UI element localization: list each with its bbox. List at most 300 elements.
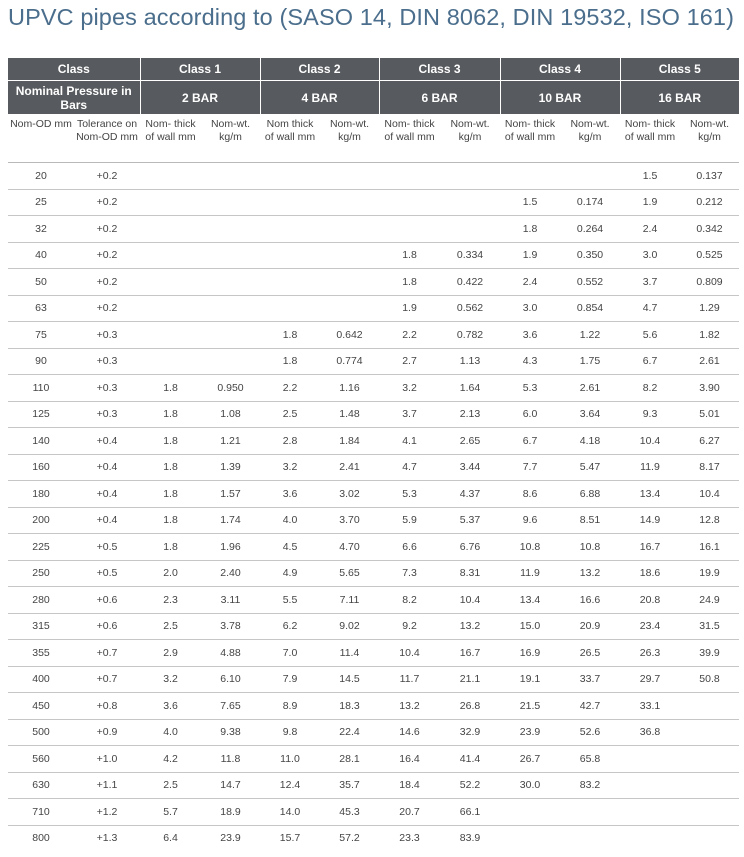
cell-class4-weight <box>560 799 620 826</box>
cell-class4-thickness: 13.4 <box>500 587 560 614</box>
cell-class4-weight: 0.854 <box>560 295 620 322</box>
cell-class3-thickness: 3.2 <box>379 375 440 402</box>
table-row <box>8 640 739 667</box>
cell-class2-thickness <box>260 242 320 269</box>
cell-class5-weight: 1.29 <box>680 295 739 322</box>
cell-class2-thickness <box>260 216 320 243</box>
cell-class4-weight: 26.5 <box>560 640 620 667</box>
cell-class5-weight <box>680 772 739 799</box>
cell-nom-od: 560 <box>8 746 74 773</box>
table-row <box>8 189 739 216</box>
cell-class1-weight <box>201 295 260 322</box>
cell-class2-weight: 7.11 <box>320 587 379 614</box>
cell-class4-weight: 20.9 <box>560 613 620 640</box>
table-row <box>8 454 739 481</box>
cell-nom-od: 20 <box>8 163 74 190</box>
cell-class1-thickness: 2.0 <box>140 560 201 587</box>
cell-class1-thickness: 4.0 <box>140 719 201 746</box>
cell-class2-weight: 28.1 <box>320 746 379 773</box>
cell-class1-thickness <box>140 348 201 375</box>
cell-class1-weight: 4.88 <box>201 640 260 667</box>
cell-class5-weight: 0.137 <box>680 163 739 190</box>
cell-class5-thickness <box>620 799 680 826</box>
cell-class4-weight: 8.51 <box>560 507 620 534</box>
cell-class2-thickness: 6.2 <box>260 613 320 640</box>
cell-nom-od: 125 <box>8 401 74 428</box>
cell-class4-weight: 0.552 <box>560 269 620 296</box>
cell-class1-weight: 23.9 <box>220 832 241 845</box>
cell-class3-thickness: 4.1 <box>379 428 440 455</box>
cell-class1-thickness <box>140 295 201 322</box>
cell-class3-thickness: 2.7 <box>379 348 440 375</box>
cell-class4-thickness: 7.7 <box>500 454 560 481</box>
cell-class1-thickness: 4.2 <box>140 746 201 773</box>
cell-class3-weight: 5.37 <box>440 507 500 534</box>
cell-class2-thickness: 4.9 <box>260 560 320 587</box>
cell-class2-thickness: 14.0 <box>260 799 320 826</box>
cell-class3-weight: 83.9 <box>459 832 481 845</box>
cell-class1-thickness: 3.6 <box>140 693 201 720</box>
cell-tolerance: +0.7 <box>74 666 140 693</box>
cell-class5-thickness: 16.7 <box>620 534 680 561</box>
cell-nom-od: 140 <box>8 428 74 455</box>
cell-class3-weight <box>440 163 500 190</box>
cell-class1-weight <box>201 322 260 349</box>
cell-class4-weight: 0.174 <box>560 189 620 216</box>
cell-class1-weight: 14.7 <box>201 772 260 799</box>
cell-class5-thickness: 26.3 <box>620 640 680 667</box>
cell-class2-thickness <box>260 163 320 190</box>
cell-class1-thickness <box>140 269 201 296</box>
cell-class3-weight: 10.4 <box>440 587 500 614</box>
cell-nom-od: 450 <box>8 693 74 720</box>
cell-class2-thickness: 2.2 <box>260 375 320 402</box>
cell-class4-weight: 10.8 <box>560 534 620 561</box>
cell-tolerance: +1.0 <box>74 746 140 773</box>
cell-class1-thickness: 1.8 <box>140 454 201 481</box>
cell-class5-weight <box>680 746 739 773</box>
cell-class2-thickness: 4.0 <box>260 507 320 534</box>
cell-tolerance: +0.5 <box>74 534 140 561</box>
cell-tolerance: +0.2 <box>74 295 140 322</box>
cell-class5-thickness: 36.8 <box>620 719 680 746</box>
cell-class1-weight: 0.950 <box>201 375 260 402</box>
cell-class5-weight: 0.809 <box>680 269 739 296</box>
cell-class3-thickness: 10.4 <box>379 640 440 667</box>
table-row <box>8 666 739 693</box>
cell-nom-od: 32 <box>8 216 74 243</box>
pressure-class-5: 16 BAR <box>620 81 739 115</box>
cell-class1-thickness <box>140 189 201 216</box>
cell-class5-thickness: 29.7 <box>620 666 680 693</box>
cell-class1-thickness <box>140 242 201 269</box>
cell-class1-thickness <box>140 163 201 190</box>
cell-class5-thickness: 8.2 <box>620 375 680 402</box>
pressure-header-row <box>8 81 739 115</box>
cell-class5-thickness: 6.7 <box>620 348 680 375</box>
pressure-class-1: 2 BAR <box>140 81 260 115</box>
cell-class2-weight <box>320 269 379 296</box>
cell-class5-thickness: 5.6 <box>620 322 680 349</box>
cell-class2-thickness: 2.5 <box>260 401 320 428</box>
cell-class3-thickness: 20.7 <box>379 799 440 826</box>
cell-class3-weight: 66.1 <box>440 799 500 826</box>
cell-class3-thickness: 5.9 <box>379 507 440 534</box>
cell-class1-weight <box>201 269 260 296</box>
cell-class3-weight: 1.64 <box>440 375 500 402</box>
col-class5-thickness: Nom- thick of wall mm <box>620 114 680 163</box>
cell-nom-od: 630 <box>8 772 74 799</box>
cell-class4-thickness: 3.0 <box>500 295 560 322</box>
cell-class5-weight: 0.342 <box>680 216 739 243</box>
cell-class3-thickness: 7.3 <box>379 560 440 587</box>
cell-class3-thickness: 6.6 <box>379 534 440 561</box>
cell-nom-od: 50 <box>8 269 74 296</box>
cell-class3-weight: 0.562 <box>440 295 500 322</box>
cell-tolerance: +1.2 <box>74 799 140 826</box>
pressure-class-3: 6 BAR <box>379 81 500 115</box>
cell-class4-thickness <box>500 825 560 851</box>
cell-class2-weight: 45.3 <box>320 799 379 826</box>
cell-class2-thickness: 4.5 <box>260 534 320 561</box>
cell-nom-od: 180 <box>8 481 74 508</box>
cell-class1-weight: 1.08 <box>201 401 260 428</box>
cell-class2-thickness: 3.6 <box>260 481 320 508</box>
cell-class1-thickness: 1.8 <box>140 507 201 534</box>
col-class2-thickness: Nom thick of wall mm <box>260 114 320 163</box>
col-class3-thickness: Nom- thick of wall mm <box>379 114 440 163</box>
cell-class5-weight: 19.9 <box>680 560 739 587</box>
cell-tolerance: +0.8 <box>74 693 140 720</box>
cell-class3-weight: 52.2 <box>440 772 500 799</box>
cell-tolerance: +1.3 <box>96 832 118 845</box>
cell-class4-weight: 1.75 <box>560 348 620 375</box>
cell-class4-weight: 6.88 <box>560 481 620 508</box>
cell-class3-thickness <box>379 163 440 190</box>
cell-class1-thickness: 2.3 <box>140 587 201 614</box>
cell-class3-thickness: 9.2 <box>379 613 440 640</box>
cell-class4-thickness: 15.0 <box>500 613 560 640</box>
cell-tolerance: +1.1 <box>74 772 140 799</box>
cell-class1-weight: 18.9 <box>201 799 260 826</box>
cell-tolerance: +0.2 <box>74 269 140 296</box>
table-row <box>8 401 739 428</box>
cell-class1-thickness: 1.8 <box>140 401 201 428</box>
cell-class1-weight: 1.57 <box>201 481 260 508</box>
cell-class3-weight: 0.334 <box>440 242 500 269</box>
cell-class1-thickness: 5.7 <box>140 799 201 826</box>
cell-class2-weight: 1.16 <box>320 375 379 402</box>
cell-nom-od: 280 <box>8 587 74 614</box>
class-1-header: Class 1 <box>140 58 260 81</box>
page-title: UPVC pipes according to (SASO 14, DIN 8062, DIN 19532, ISO 161) <box>8 4 735 30</box>
cell-class5-thickness: 9.3 <box>620 401 680 428</box>
cell-class1-thickness <box>140 322 201 349</box>
cell-class2-weight <box>320 189 379 216</box>
table-row <box>8 772 739 799</box>
cell-class3-weight: 1.13 <box>440 348 500 375</box>
table-row <box>8 693 739 720</box>
cell-class3-thickness: 4.7 <box>379 454 440 481</box>
cell-class4-weight: 4.18 <box>560 428 620 455</box>
pipe-spec-table <box>8 58 739 851</box>
cell-class5-weight: 0.525 <box>680 242 739 269</box>
cell-class1-weight: 1.39 <box>201 454 260 481</box>
cell-class1-thickness: 1.8 <box>140 534 201 561</box>
cell-class3-thickness: 1.9 <box>379 295 440 322</box>
table-row <box>8 269 739 296</box>
cell-nom-od: 40 <box>8 242 74 269</box>
cell-class3-weight: 41.4 <box>440 746 500 773</box>
cell-class5-thickness: 20.8 <box>620 587 680 614</box>
cell-class5-weight: 1.82 <box>680 322 739 349</box>
column-header-row <box>8 114 739 163</box>
cell-class3-thickness <box>379 189 440 216</box>
cell-class4-thickness: 1.8 <box>500 216 560 243</box>
cell-class5-weight: 50.8 <box>680 666 739 693</box>
cell-class3-weight: 0.782 <box>440 322 500 349</box>
cell-class1-weight <box>201 242 260 269</box>
cell-nom-od: 355 <box>8 640 74 667</box>
cell-class4-thickness: 5.3 <box>500 375 560 402</box>
cell-class5-thickness <box>620 825 680 851</box>
cell-class3-thickness: 16.4 <box>379 746 440 773</box>
cell-class2-thickness <box>260 295 320 322</box>
cell-class1-thickness: 2.9 <box>140 640 201 667</box>
cell-tolerance: +0.6 <box>74 587 140 614</box>
cell-class5-thickness: 4.7 <box>620 295 680 322</box>
cell-class5-thickness: 2.4 <box>620 216 680 243</box>
cell-tolerance: +0.7 <box>74 640 140 667</box>
cell-class5-thickness: 18.6 <box>620 560 680 587</box>
cell-class2-weight: 0.774 <box>320 348 379 375</box>
cell-class2-thickness: 7.9 <box>260 666 320 693</box>
table-row <box>8 587 739 614</box>
cell-class4-weight: 13.2 <box>560 560 620 587</box>
nominal-pressure-label: Nominal Pressure in Bars <box>8 81 140 115</box>
cell-tolerance: +0.2 <box>74 242 140 269</box>
cell-class4-thickness: 3.6 <box>500 322 560 349</box>
cell-class3-weight: 8.31 <box>440 560 500 587</box>
cell-class1-weight <box>201 348 260 375</box>
cell-class4-thickness: 11.9 <box>500 560 560 587</box>
cell-nom-od: 160 <box>8 454 74 481</box>
cell-class1-thickness: 6.4 <box>163 832 178 845</box>
table-row <box>8 216 739 243</box>
cell-class5-weight <box>680 825 739 851</box>
cell-class1-weight <box>201 189 260 216</box>
cell-tolerance: +0.4 <box>74 428 140 455</box>
cell-class2-thickness: 9.8 <box>260 719 320 746</box>
cell-class1-weight: 1.21 <box>201 428 260 455</box>
cell-class2-thickness: 8.9 <box>260 693 320 720</box>
cell-class2-weight: 5.65 <box>320 560 379 587</box>
table-row <box>8 242 739 269</box>
class-4-header: Class 4 <box>500 58 620 81</box>
cell-class4-thickness: 30.0 <box>500 772 560 799</box>
cell-class1-thickness: 1.8 <box>140 428 201 455</box>
table-row <box>8 534 739 561</box>
cell-class1-thickness <box>140 216 201 243</box>
cell-tolerance: +0.4 <box>74 507 140 534</box>
cell-class5-thickness: 1.9 <box>620 189 680 216</box>
cell-class3-thickness: 2.2 <box>379 322 440 349</box>
cell-class3-thickness: 13.2 <box>379 693 440 720</box>
cell-tolerance: +0.5 <box>74 560 140 587</box>
cell-class4-thickness: 9.6 <box>500 507 560 534</box>
cell-tolerance: +0.2 <box>74 163 140 190</box>
cell-nom-od: 200 <box>8 507 74 534</box>
cell-class3-thickness: 1.8 <box>379 269 440 296</box>
table-row <box>8 507 739 534</box>
col-class1-thickness: Nom- thick of wall mm <box>140 114 201 163</box>
cell-class3-thickness: 11.7 <box>379 666 440 693</box>
cell-class4-weight: 3.64 <box>560 401 620 428</box>
cell-class2-weight: 9.02 <box>320 613 379 640</box>
cell-class3-thickness <box>379 216 440 243</box>
cell-class3-weight <box>440 216 500 243</box>
cell-class1-weight: 6.10 <box>201 666 260 693</box>
cell-class2-weight: 11.4 <box>320 640 379 667</box>
cell-class4-thickness: 6.0 <box>500 401 560 428</box>
cell-class5-weight: 24.9 <box>680 587 739 614</box>
cell-class4-thickness: 2.4 <box>500 269 560 296</box>
cell-class2-thickness: 1.8 <box>260 322 320 349</box>
cell-nom-od: 710 <box>8 799 74 826</box>
cell-class5-weight: 12.8 <box>680 507 739 534</box>
cell-class2-weight: 4.70 <box>320 534 379 561</box>
cell-class2-weight: 0.642 <box>320 322 379 349</box>
col-nom-od: Nom-OD mm <box>8 114 74 163</box>
cell-tolerance: +0.4 <box>74 454 140 481</box>
cell-nom-od: 25 <box>8 189 74 216</box>
cell-class2-thickness: 1.8 <box>260 348 320 375</box>
class-5-header: Class 5 <box>620 58 739 81</box>
col-class2-weight: Nom-wt. kg/m <box>320 114 379 163</box>
cell-class4-weight: 83.2 <box>560 772 620 799</box>
cell-tolerance: +0.4 <box>74 481 140 508</box>
cell-class2-weight: 35.7 <box>320 772 379 799</box>
cell-class2-weight <box>320 163 379 190</box>
table-row <box>8 322 739 349</box>
table-row <box>8 295 739 322</box>
cell-class4-weight: 16.6 <box>560 587 620 614</box>
cell-class5-weight <box>680 799 739 826</box>
cell-class2-thickness: 11.0 <box>260 746 320 773</box>
table-row <box>8 428 739 455</box>
cell-class3-weight: 21.1 <box>440 666 500 693</box>
table-row <box>8 163 739 190</box>
cell-class3-thickness: 5.3 <box>379 481 440 508</box>
cell-class1-weight: 1.74 <box>201 507 260 534</box>
cell-class3-thickness: 3.7 <box>379 401 440 428</box>
cell-class2-weight <box>320 216 379 243</box>
cell-class1-weight: 3.78 <box>201 613 260 640</box>
class-3-header: Class 3 <box>379 58 500 81</box>
cell-class3-weight: 32.9 <box>440 719 500 746</box>
cell-class1-weight <box>201 163 260 190</box>
cell-class3-thickness: 23.3 <box>399 832 420 845</box>
cell-tolerance: +0.3 <box>74 348 140 375</box>
cell-class1-weight: 3.11 <box>201 587 260 614</box>
cell-class2-weight <box>320 295 379 322</box>
cell-class4-weight: 1.22 <box>560 322 620 349</box>
cell-class4-weight: 42.7 <box>560 693 620 720</box>
pressure-class-2: 4 BAR <box>260 81 379 115</box>
cell-class4-weight: 5.47 <box>560 454 620 481</box>
cell-class2-weight: 14.5 <box>320 666 379 693</box>
cell-class2-weight: 1.48 <box>320 401 379 428</box>
cell-nom-od: 110 <box>8 375 74 402</box>
cell-class5-weight <box>680 693 739 720</box>
cell-class5-weight: 8.17 <box>680 454 739 481</box>
cell-class1-weight: 7.65 <box>201 693 260 720</box>
table-body <box>8 163 739 852</box>
cell-class4-weight: 65.8 <box>560 746 620 773</box>
cell-nom-od: 75 <box>8 322 74 349</box>
cell-class3-thickness: 8.2 <box>379 587 440 614</box>
cell-class5-thickness: 33.1 <box>620 693 680 720</box>
cell-class4-weight <box>560 825 620 851</box>
table-row <box>8 746 739 773</box>
cell-class5-thickness <box>620 746 680 773</box>
cell-class2-weight: 3.02 <box>320 481 379 508</box>
cell-class5-weight: 0.212 <box>680 189 739 216</box>
table-row <box>8 375 739 402</box>
cell-class5-thickness: 1.5 <box>620 163 680 190</box>
cell-class4-weight: 0.350 <box>560 242 620 269</box>
cell-class2-weight: 18.3 <box>320 693 379 720</box>
cell-tolerance: +0.2 <box>74 216 140 243</box>
cell-class4-thickness <box>500 799 560 826</box>
cell-tolerance: +0.3 <box>74 401 140 428</box>
class-label: Class <box>8 58 140 81</box>
table-row <box>8 799 739 826</box>
cell-class5-thickness: 3.7 <box>620 269 680 296</box>
cell-class4-thickness: 1.5 <box>500 189 560 216</box>
cell-class5-weight: 2.61 <box>680 348 739 375</box>
cell-class5-thickness: 23.4 <box>620 613 680 640</box>
cell-class4-thickness: 10.8 <box>500 534 560 561</box>
cell-class5-weight: 6.27 <box>680 428 739 455</box>
cell-tolerance: +0.3 <box>74 322 140 349</box>
cell-class3-weight: 3.44 <box>440 454 500 481</box>
cell-class5-weight: 10.4 <box>680 481 739 508</box>
cell-class2-thickness <box>260 269 320 296</box>
cell-class2-weight: 2.41 <box>320 454 379 481</box>
cell-class2-weight <box>320 242 379 269</box>
table-row <box>8 560 739 587</box>
cell-class4-thickness: 23.9 <box>500 719 560 746</box>
cell-class2-weight: 1.84 <box>320 428 379 455</box>
cell-class4-thickness: 1.9 <box>500 242 560 269</box>
cell-class5-thickness: 10.4 <box>620 428 680 455</box>
cell-nom-od: 225 <box>8 534 74 561</box>
col-class1-weight: Nom-wt. kg/m <box>201 114 260 163</box>
cell-class4-weight: 2.61 <box>560 375 620 402</box>
cell-class1-weight <box>201 216 260 243</box>
cell-class5-thickness: 14.9 <box>620 507 680 534</box>
cell-class5-weight: 16.1 <box>680 534 739 561</box>
cell-class1-thickness: 2.5 <box>140 613 201 640</box>
cell-class3-thickness: 1.8 <box>379 242 440 269</box>
table-row <box>8 719 739 746</box>
cell-class2-thickness: 15.7 <box>279 832 301 845</box>
cell-class1-thickness: 3.2 <box>140 666 201 693</box>
class-2-header: Class 2 <box>260 58 379 81</box>
cell-class3-weight: 4.37 <box>440 481 500 508</box>
cell-tolerance: +0.9 <box>74 719 140 746</box>
